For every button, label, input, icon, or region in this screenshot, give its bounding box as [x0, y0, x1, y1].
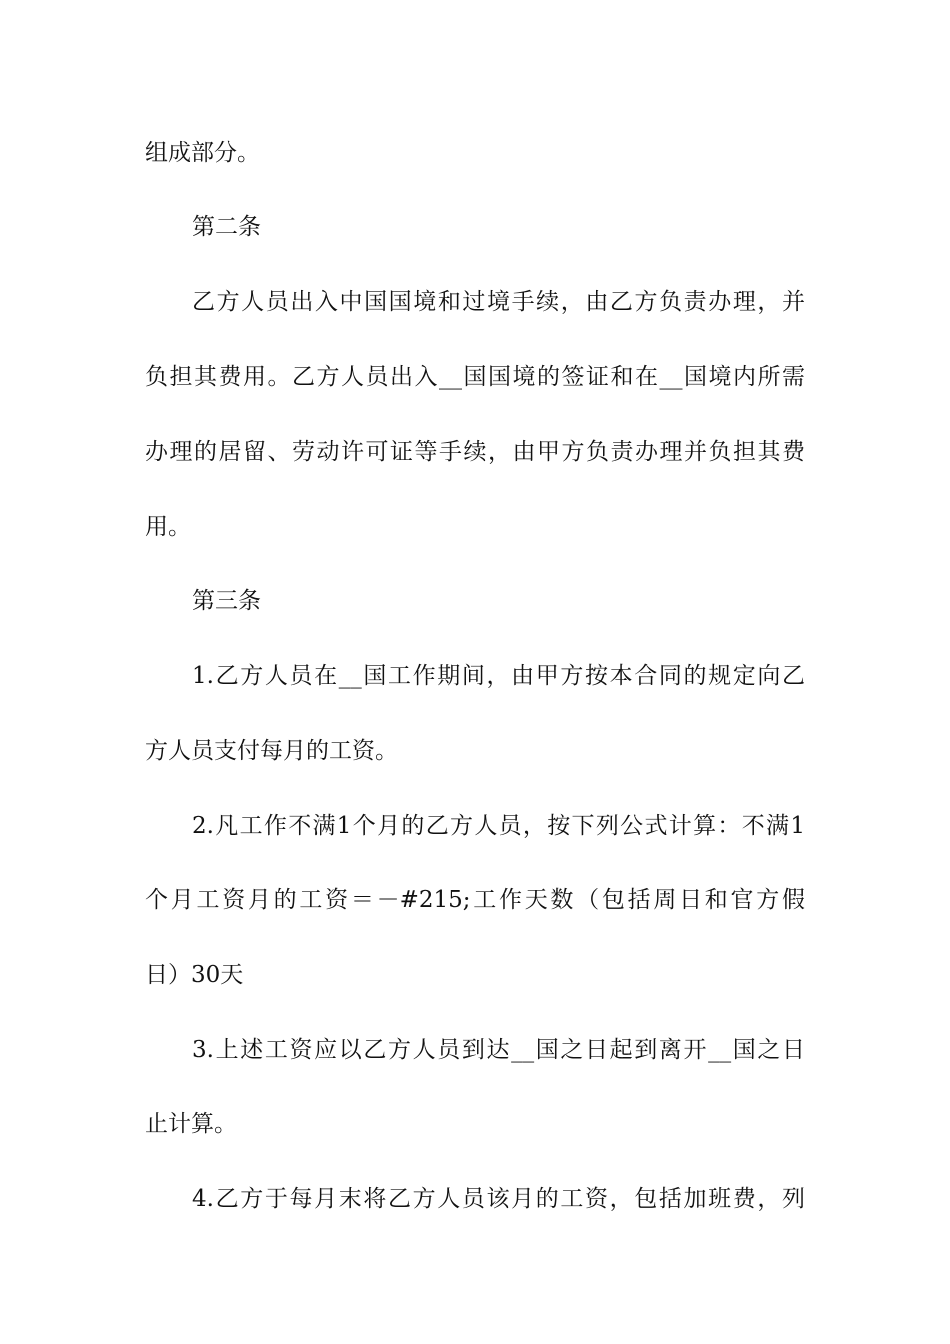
article-heading-3: 第三条	[192, 588, 261, 614]
paragraph-line-14: 止计算。	[145, 1111, 237, 1137]
paragraph-line-1: 组成部分。	[145, 140, 260, 166]
paragraph-line-10: 2.凡工作不满1个月的乙方人员，按下列公式计算：不满1	[192, 813, 805, 839]
paragraph-line-13: 3.上述工资应以乙方人员到达__国之日起到离开__国之日	[192, 1037, 805, 1063]
article-heading-2: 第二条	[192, 214, 261, 240]
paragraph-line-5: 办理的居留、劳动许可证等手续，由甲方负责办理并负担其费	[145, 439, 805, 465]
paragraph-line-9: 方人员支付每月的工资。	[145, 738, 398, 764]
paragraph-line-6: 用。	[145, 514, 191, 540]
paragraph-line-4: 负担其费用。乙方人员出入__国国境的签证和在__国境内所需	[145, 364, 805, 390]
paragraph-line-3: 乙方人员出入中国国境和过境手续，由乙方负责办理，并	[192, 289, 805, 315]
paragraph-line-11: 个月工资月的工资＝－#215;工作天数（包括周日和官方假	[145, 887, 805, 913]
paragraph-line-8: 1.乙方人员在__国工作期间，由甲方按本合同的规定向乙	[192, 663, 805, 689]
paragraph-line-15: 4.乙方于每月末将乙方人员该月的工资，包括加班费，列	[192, 1186, 805, 1212]
paragraph-line-12: 日）30天	[145, 962, 244, 988]
